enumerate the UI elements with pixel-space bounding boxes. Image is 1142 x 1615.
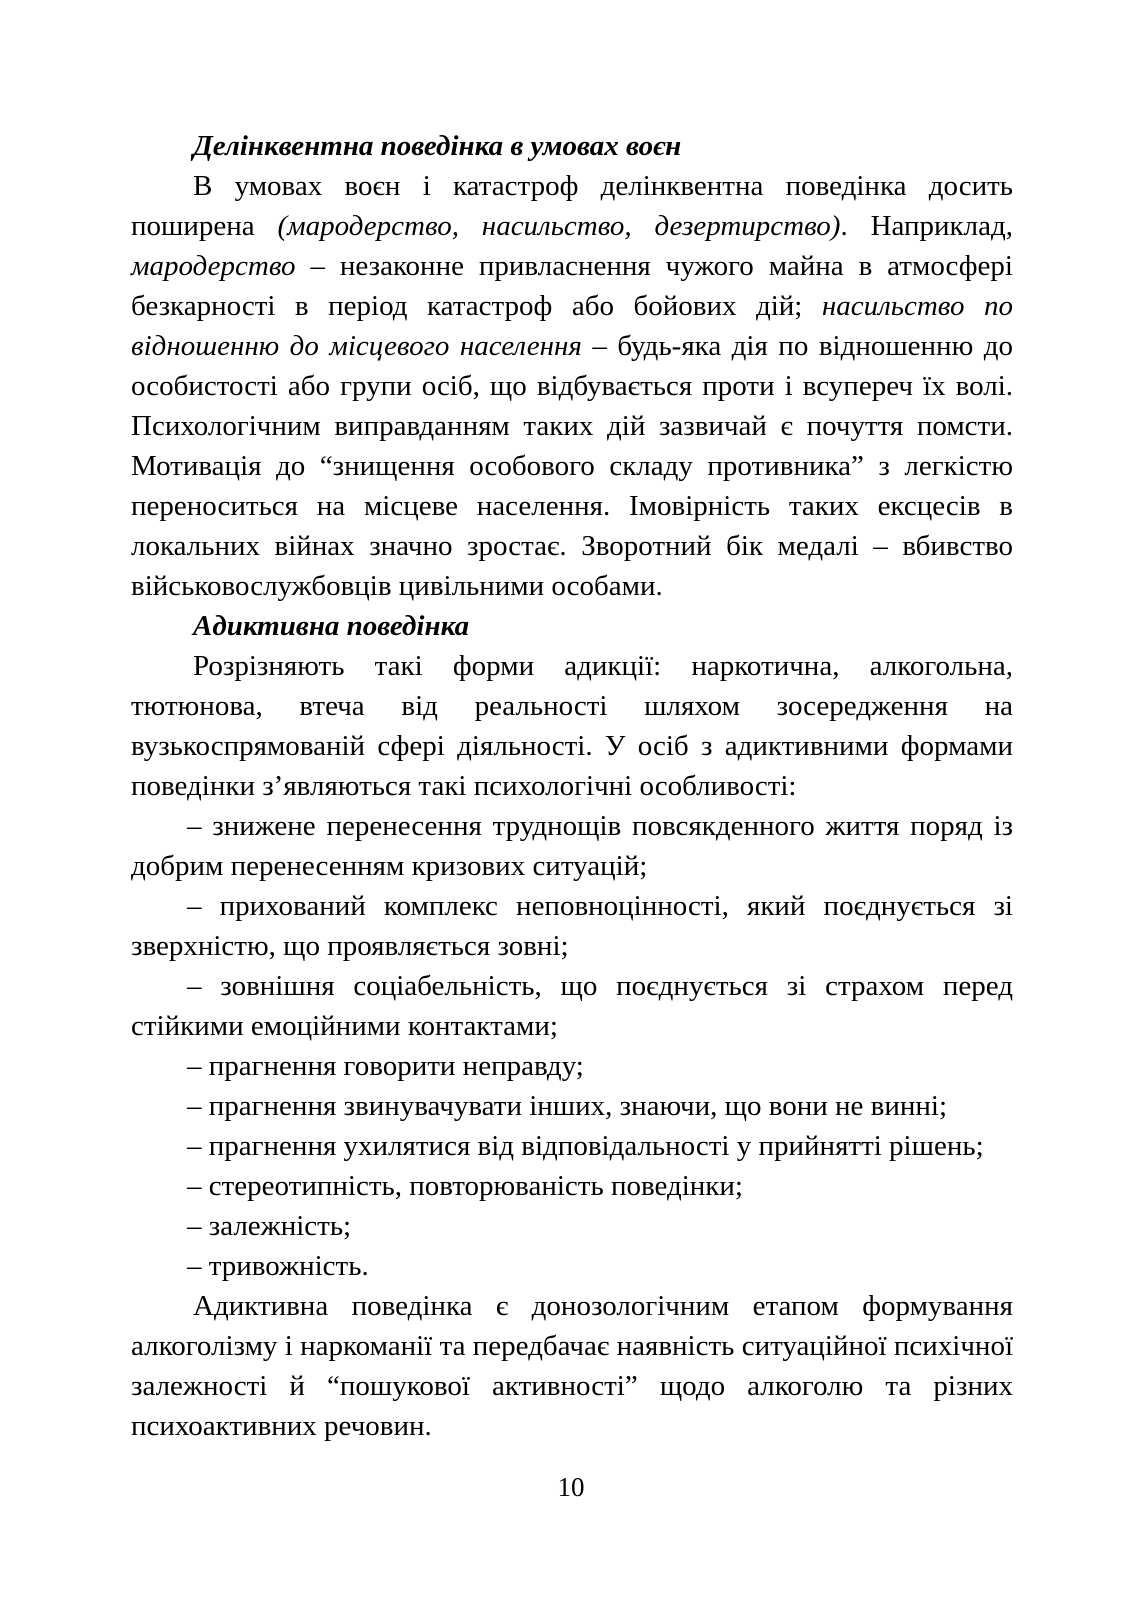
list-item-trait-lying: – прагнення говорити неправду; [187, 1050, 584, 1082]
paragraph-addiction-forms: Розрізняють такі форми адикції: наркотична, алкогольна, тютюнова, втеча від реальності шляхом зосередження на вузькоспрямованій сфері діяльності. У осіб з адиктивними формами поведінки з’являються такі психологічні особливості: [131, 650, 1013, 802]
list-item-trait-reduced-tolerance: – знижене перенесення труднощів повсякденного життя поряд із добрим перенесенням кризових ситуацій; [131, 810, 1013, 882]
paragraph-delinquent-behavior: В умовах воєн і катастроф делінквентна поведінка досить поширена (мародерство, насильство, дезертирство). Наприклад, мародерство – незаконне привласнення чужого майна в атмосфері безкарності в період катастроф або бойових дій; насильство по відношенню до місцевого населення – будь-яка дія по відношенню до особистості або групи осіб, що відбувається проти і всупереч їх волі. Психологічним виправданням таких дій зазвичай є почуття помсти. Мотивація до “знищення особового складу противника” з легкістю переноситься на місцеве населення. Імовірність таких ексцесів в локальних війнах значно зростає. Зворотний бік медалі – вбивство військовослужбовців цивільними особами. [131, 170, 1013, 602]
list-item-trait-avoiding-responsibility: – прагнення ухилятися від відповідальності у прийнятті рішень; [187, 1130, 984, 1162]
list-item-trait-stereotypy: – стереотипність, повторюваність поведінки; [187, 1170, 743, 1202]
list-item-trait-external-sociability: – зовнішня соціабельність, що поєднується зі страхом перед стійкими емоційними контактами; [131, 970, 1013, 1042]
list-item-trait-dependence: – залежність; [187, 1210, 352, 1242]
heading-addictive-behavior: Адиктивна поведінка [193, 610, 470, 642]
list-item-trait-anxiety: – тривожність. [187, 1250, 369, 1282]
page-content [131, 126, 1013, 1446]
paragraph-addiction-conclusion: Адиктивна поведінка є донозологічним етапом формування алкоголізму і наркоманії та передбачає наявність ситуаційної психічної залежності й “пошукової активності” щодо алкоголю та різних психоактивних речовин. [131, 1290, 1013, 1442]
page-number: 10 [557, 1472, 585, 1502]
list-item-trait-hidden-inferiority: – прихований комплекс неповноцінності, який поєднується зі зверхністю, що проявляється зовні; [131, 890, 1013, 962]
heading-delinquent-behavior: Делінквентна поведінка в умовах воєн [193, 130, 682, 162]
list-item-trait-blaming-others: – прагнення звинувачувати інших, знаючи, що вони не винні; [187, 1090, 948, 1122]
